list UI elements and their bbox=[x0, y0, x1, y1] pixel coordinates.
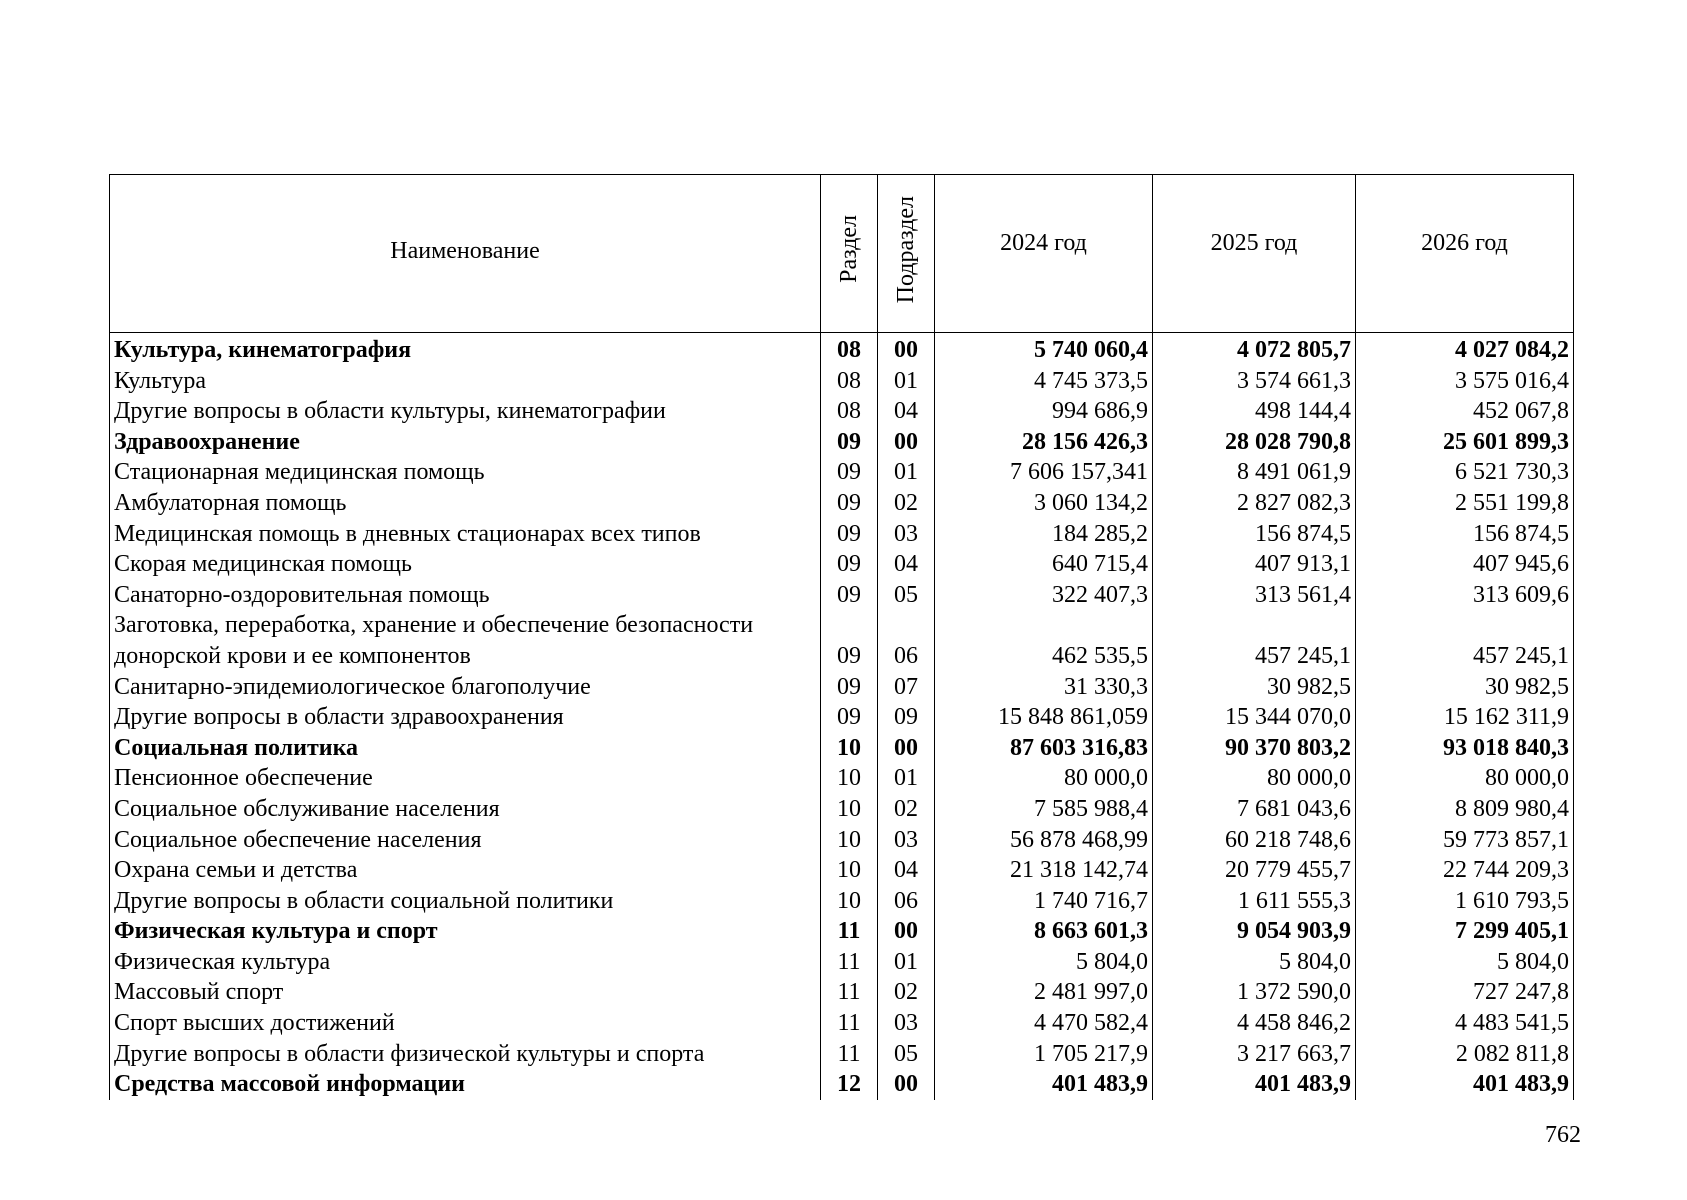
row-value-2025: 2 827 082,3 bbox=[1153, 488, 1356, 519]
row-subsection: 06 bbox=[878, 610, 935, 671]
row-subsection: 01 bbox=[878, 947, 935, 978]
row-value-2026: 313 609,6 bbox=[1356, 580, 1574, 611]
row-section: 10 bbox=[821, 855, 878, 886]
row-name: Физическая культура и спорт bbox=[110, 916, 821, 947]
table-row bbox=[110, 427, 1574, 458]
row-subsection: 00 bbox=[878, 1069, 935, 1100]
table-row bbox=[110, 366, 1574, 397]
row-subsection: 01 bbox=[878, 457, 935, 488]
header-subsection-text: Подраздел bbox=[892, 195, 919, 303]
row-value-2025: 5 804,0 bbox=[1153, 947, 1356, 978]
row-section: 09 bbox=[821, 610, 878, 671]
row-value-2024: 7 585 988,4 bbox=[935, 794, 1153, 825]
row-section: 09 bbox=[821, 702, 878, 733]
row-value-2024: 401 483,9 bbox=[935, 1069, 1153, 1100]
row-value-2026: 6 521 730,3 bbox=[1356, 457, 1574, 488]
row-value-2024: 322 407,3 bbox=[935, 580, 1153, 611]
row-section: 08 bbox=[821, 333, 878, 366]
row-section: 09 bbox=[821, 549, 878, 580]
table-row bbox=[110, 855, 1574, 886]
table-header bbox=[110, 175, 1574, 333]
row-value-2025: 4 458 846,2 bbox=[1153, 1008, 1356, 1039]
row-name: Другие вопросы в области здравоохранения bbox=[110, 702, 821, 733]
budget-table bbox=[109, 174, 1574, 1100]
row-subsection: 00 bbox=[878, 427, 935, 458]
row-value-2026: 3 575 016,4 bbox=[1356, 366, 1574, 397]
row-section: 11 bbox=[821, 916, 878, 947]
row-name: Средства массовой информации bbox=[110, 1069, 821, 1100]
row-section: 11 bbox=[821, 977, 878, 1008]
row-name: Санитарно-эпидемиологическое благополучие bbox=[110, 672, 821, 703]
row-value-2024: 56 878 468,99 bbox=[935, 825, 1153, 856]
table-row bbox=[110, 733, 1574, 764]
row-section: 08 bbox=[821, 366, 878, 397]
row-value-2026: 4 483 541,5 bbox=[1356, 1008, 1574, 1039]
page-number: 762 bbox=[1545, 1122, 1581, 1148]
row-value-2025: 80 000,0 bbox=[1153, 763, 1356, 794]
row-name: Медицинская помощь в дневных стационарах всех типов bbox=[110, 519, 821, 550]
row-section: 09 bbox=[821, 519, 878, 550]
row-section: 08 bbox=[821, 396, 878, 427]
row-value-2025: 313 561,4 bbox=[1153, 580, 1356, 611]
table-row bbox=[110, 794, 1574, 825]
row-name: Физическая культура bbox=[110, 947, 821, 978]
row-value-2025: 20 779 455,7 bbox=[1153, 855, 1356, 886]
row-subsection: 03 bbox=[878, 825, 935, 856]
row-name: Другие вопросы в области физической культуры и спорта bbox=[110, 1039, 821, 1070]
row-value-2024: 5 804,0 bbox=[935, 947, 1153, 978]
table-row bbox=[110, 672, 1574, 703]
header-section-text: Раздел bbox=[835, 215, 862, 284]
row-value-2026: 2 082 811,8 bbox=[1356, 1039, 1574, 1070]
row-value-2025: 498 144,4 bbox=[1153, 396, 1356, 427]
table-row bbox=[110, 1008, 1574, 1039]
table-body bbox=[110, 333, 1574, 1100]
row-section: 12 bbox=[821, 1069, 878, 1100]
row-value-2024: 8 663 601,3 bbox=[935, 916, 1153, 947]
row-subsection: 00 bbox=[878, 733, 935, 764]
row-value-2026: 401 483,9 bbox=[1356, 1069, 1574, 1100]
table-row bbox=[110, 1039, 1574, 1070]
row-section: 10 bbox=[821, 794, 878, 825]
row-section: 09 bbox=[821, 457, 878, 488]
row-subsection: 02 bbox=[878, 488, 935, 519]
row-value-2025: 1 372 590,0 bbox=[1153, 977, 1356, 1008]
row-value-2026: 7 299 405,1 bbox=[1356, 916, 1574, 947]
row-value-2026: 25 601 899,3 bbox=[1356, 427, 1574, 458]
row-section: 09 bbox=[821, 672, 878, 703]
row-value-2026: 30 982,5 bbox=[1356, 672, 1574, 703]
row-section: 10 bbox=[821, 886, 878, 917]
row-value-2025: 3 574 661,3 bbox=[1153, 366, 1356, 397]
row-value-2024: 1 705 217,9 bbox=[935, 1039, 1153, 1070]
table-row bbox=[110, 825, 1574, 856]
row-value-2025: 8 491 061,9 bbox=[1153, 457, 1356, 488]
header-name bbox=[110, 175, 821, 333]
row-name: Охрана семьи и детства bbox=[110, 855, 821, 886]
table-row bbox=[110, 947, 1574, 978]
row-value-2025: 15 344 070,0 bbox=[1153, 702, 1356, 733]
row-name: Санаторно-оздоровительная помощь bbox=[110, 580, 821, 611]
row-name: Пенсионное обеспечение bbox=[110, 763, 821, 794]
row-value-2024: 21 318 142,74 bbox=[935, 855, 1153, 886]
row-value-2025: 30 982,5 bbox=[1153, 672, 1356, 703]
row-subsection: 04 bbox=[878, 855, 935, 886]
row-value-2024: 80 000,0 bbox=[935, 763, 1153, 794]
row-subsection: 02 bbox=[878, 794, 935, 825]
header-year-2025-text: 2025 год bbox=[1210, 230, 1298, 257]
row-subsection: 07 bbox=[878, 672, 935, 703]
table-row bbox=[110, 333, 1574, 366]
table-row bbox=[110, 396, 1574, 427]
row-name: Культура bbox=[110, 366, 821, 397]
row-name: Скорая медицинская помощь bbox=[110, 549, 821, 580]
row-name: Стационарная медицинская помощь bbox=[110, 457, 821, 488]
row-value-2026: 452 067,8 bbox=[1356, 396, 1574, 427]
row-value-2024: 1 740 716,7 bbox=[935, 886, 1153, 917]
row-section: 11 bbox=[821, 947, 878, 978]
header-name-text: Наименование bbox=[390, 238, 540, 265]
row-subsection: 09 bbox=[878, 702, 935, 733]
table-row bbox=[110, 610, 1574, 671]
row-name: Социальная политика bbox=[110, 733, 821, 764]
row-value-2025: 4 072 805,7 bbox=[1153, 333, 1356, 366]
row-value-2026: 407 945,6 bbox=[1356, 549, 1574, 580]
header-subsection bbox=[878, 175, 935, 333]
row-subsection: 04 bbox=[878, 396, 935, 427]
row-name: Массовый спорт bbox=[110, 977, 821, 1008]
row-value-2024: 4 470 582,4 bbox=[935, 1008, 1153, 1039]
table-row bbox=[110, 702, 1574, 733]
row-section: 10 bbox=[821, 825, 878, 856]
row-value-2025: 3 217 663,7 bbox=[1153, 1039, 1356, 1070]
row-value-2025: 9 054 903,9 bbox=[1153, 916, 1356, 947]
row-value-2026: 2 551 199,8 bbox=[1356, 488, 1574, 519]
row-name: Здравоохранение bbox=[110, 427, 821, 458]
row-value-2024: 31 330,3 bbox=[935, 672, 1153, 703]
row-section: 11 bbox=[821, 1008, 878, 1039]
row-subsection: 06 bbox=[878, 886, 935, 917]
row-value-2026: 156 874,5 bbox=[1356, 519, 1574, 550]
row-value-2026: 22 744 209,3 bbox=[1356, 855, 1574, 886]
table-row bbox=[110, 549, 1574, 580]
row-value-2024: 4 745 373,5 bbox=[935, 366, 1153, 397]
row-section: 10 bbox=[821, 733, 878, 764]
row-name: Заготовка, переработка, хранение и обеспечение безопасности донорской крови и ее компонентов bbox=[110, 610, 821, 671]
table-row bbox=[110, 488, 1574, 519]
table-row bbox=[110, 916, 1574, 947]
row-value-2025: 60 218 748,6 bbox=[1153, 825, 1356, 856]
row-name: Другие вопросы в области культуры, кинематографии bbox=[110, 396, 821, 427]
row-subsection: 04 bbox=[878, 549, 935, 580]
row-value-2024: 2 481 997,0 bbox=[935, 977, 1153, 1008]
row-value-2025: 401 483,9 bbox=[1153, 1069, 1356, 1100]
row-value-2024: 3 060 134,2 bbox=[935, 488, 1153, 519]
row-name: Социальное обслуживание населения bbox=[110, 794, 821, 825]
table-row bbox=[110, 977, 1574, 1008]
row-value-2024: 640 715,4 bbox=[935, 549, 1153, 580]
row-value-2026: 80 000,0 bbox=[1356, 763, 1574, 794]
header-year-2025 bbox=[1153, 175, 1356, 333]
row-name: Амбулаторная помощь bbox=[110, 488, 821, 519]
table-row bbox=[110, 886, 1574, 917]
table-row bbox=[110, 519, 1574, 550]
header-year-2024-text: 2024 год bbox=[1000, 230, 1087, 257]
row-value-2024: 462 535,5 bbox=[935, 610, 1153, 671]
header-section bbox=[821, 175, 878, 333]
row-name: Спорт высших достижений bbox=[110, 1008, 821, 1039]
header-year-2026 bbox=[1356, 175, 1574, 333]
row-subsection: 03 bbox=[878, 519, 935, 550]
header-year-2026-text: 2026 год bbox=[1421, 230, 1508, 257]
row-value-2026: 93 018 840,3 bbox=[1356, 733, 1574, 764]
table-row bbox=[110, 457, 1574, 488]
row-name: Другие вопросы в области социальной политики bbox=[110, 886, 821, 917]
row-value-2024: 184 285,2 bbox=[935, 519, 1153, 550]
row-value-2025: 7 681 043,6 bbox=[1153, 794, 1356, 825]
row-value-2026: 727 247,8 bbox=[1356, 977, 1574, 1008]
row-value-2025: 90 370 803,2 bbox=[1153, 733, 1356, 764]
header-year-2024 bbox=[935, 175, 1153, 333]
row-subsection: 02 bbox=[878, 977, 935, 1008]
row-value-2026: 1 610 793,5 bbox=[1356, 886, 1574, 917]
row-section: 10 bbox=[821, 763, 878, 794]
row-value-2026: 5 804,0 bbox=[1356, 947, 1574, 978]
row-section: 09 bbox=[821, 488, 878, 519]
row-subsection: 05 bbox=[878, 1039, 935, 1070]
row-subsection: 01 bbox=[878, 366, 935, 397]
row-value-2024: 28 156 426,3 bbox=[935, 427, 1153, 458]
row-value-2026: 15 162 311,9 bbox=[1356, 702, 1574, 733]
row-value-2024: 87 603 316,83 bbox=[935, 733, 1153, 764]
row-subsection: 00 bbox=[878, 333, 935, 366]
row-value-2024: 15 848 861,059 bbox=[935, 702, 1153, 733]
row-value-2024: 5 740 060,4 bbox=[935, 333, 1153, 366]
row-value-2024: 7 606 157,341 bbox=[935, 457, 1153, 488]
row-subsection: 00 bbox=[878, 916, 935, 947]
table-row bbox=[110, 580, 1574, 611]
header-row bbox=[110, 175, 1574, 333]
row-value-2026: 59 773 857,1 bbox=[1356, 825, 1574, 856]
row-name: Культура, кинематография bbox=[110, 333, 821, 366]
row-value-2025: 457 245,1 bbox=[1153, 610, 1356, 671]
table-row bbox=[110, 763, 1574, 794]
row-value-2026: 457 245,1 bbox=[1356, 610, 1574, 671]
row-section: 09 bbox=[821, 580, 878, 611]
row-subsection: 05 bbox=[878, 580, 935, 611]
row-value-2025: 28 028 790,8 bbox=[1153, 427, 1356, 458]
row-value-2024: 994 686,9 bbox=[935, 396, 1153, 427]
row-subsection: 01 bbox=[878, 763, 935, 794]
row-section: 11 bbox=[821, 1039, 878, 1070]
row-section: 09 bbox=[821, 427, 878, 458]
table-row bbox=[110, 1069, 1574, 1100]
row-value-2025: 1 611 555,3 bbox=[1153, 886, 1356, 917]
row-name: Социальное обеспечение населения bbox=[110, 825, 821, 856]
row-value-2026: 8 809 980,4 bbox=[1356, 794, 1574, 825]
row-value-2026: 4 027 084,2 bbox=[1356, 333, 1574, 366]
row-value-2025: 156 874,5 bbox=[1153, 519, 1356, 550]
row-value-2025: 407 913,1 bbox=[1153, 549, 1356, 580]
row-subsection: 03 bbox=[878, 1008, 935, 1039]
